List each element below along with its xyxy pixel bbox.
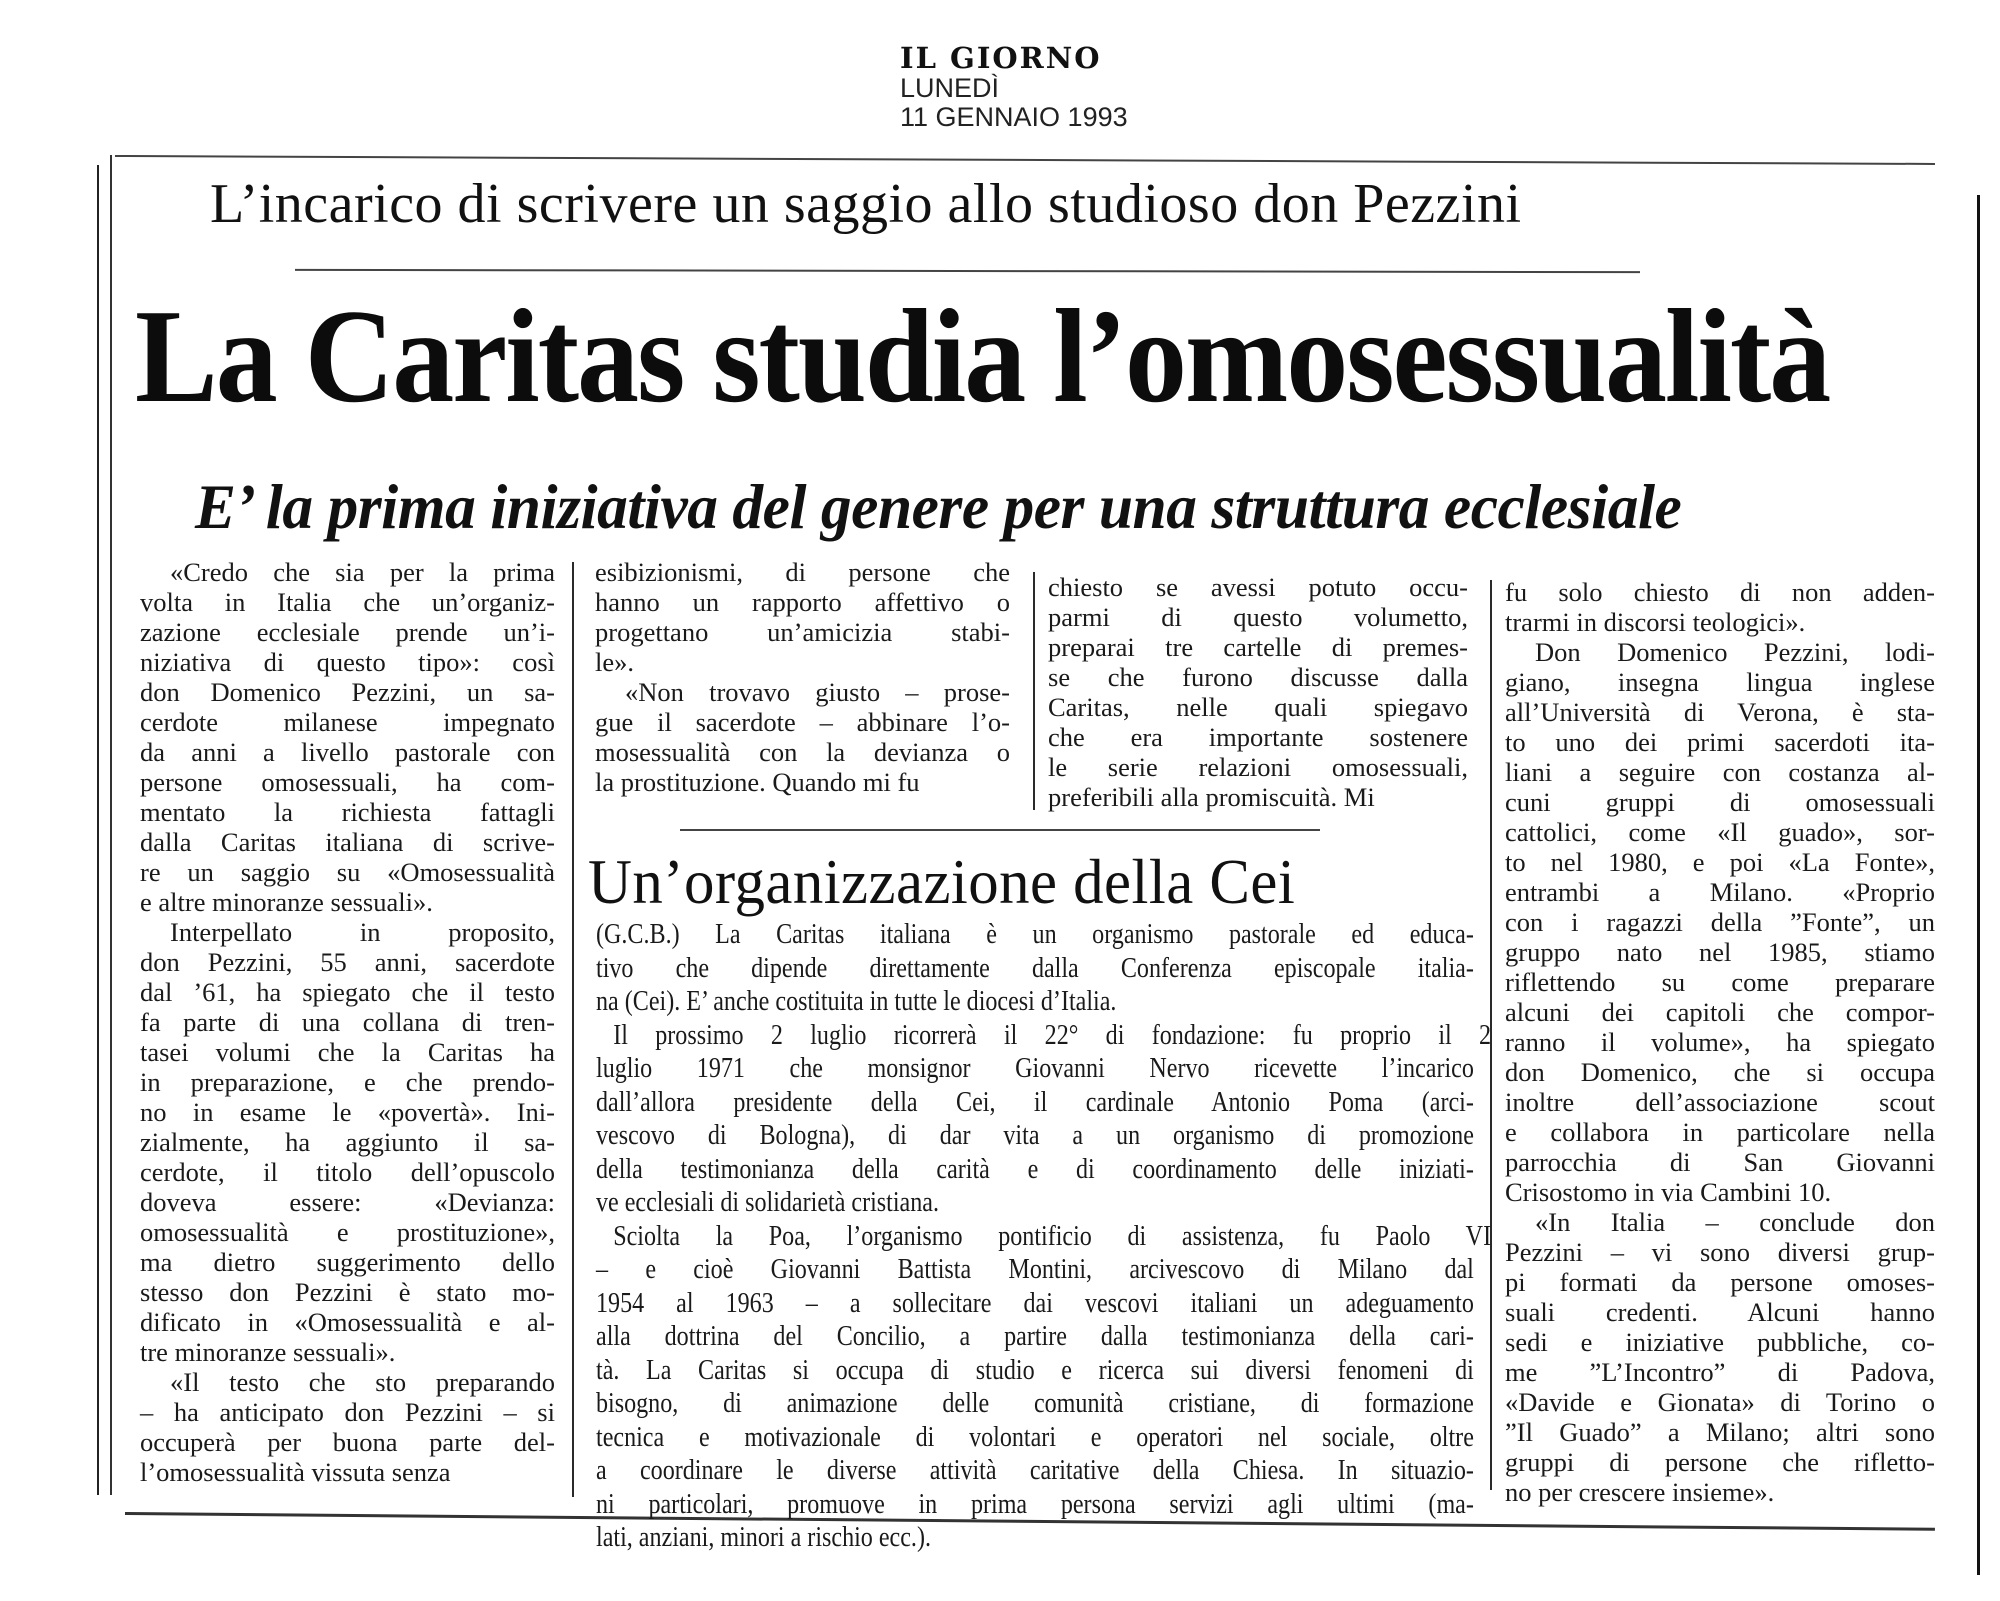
text-line: no per crescere insieme». xyxy=(1505,1477,1775,1507)
text-line: progettano un’amicizia stabi- xyxy=(595,617,1010,647)
text-line: persone omosessuali, ha com- xyxy=(140,767,555,797)
text-line: Interpellato in proposito, xyxy=(170,917,555,947)
text-line: sedi e iniziative pubbliche, co- xyxy=(1505,1327,1935,1357)
text-line: «Davide e Gionata» di Torino o xyxy=(1505,1387,1935,1417)
text-line: mentato la richiesta fattagli xyxy=(140,797,555,827)
text-line: preferibili alla promiscuità. Mi xyxy=(1048,782,1375,812)
text-line: na (Cei). E’ anche costituita in tutte le diocesi d’Italia. xyxy=(596,986,1117,1017)
text-line: tivo che dipende direttamente dalla Conferenza episcopale italia- xyxy=(596,952,1474,984)
text-line: giano, insegna lingua inglese xyxy=(1505,667,1935,697)
text-line: me ”L’Incontro” di Padova, xyxy=(1505,1357,1935,1387)
text-line: la prostituzione. Quando mi fu xyxy=(595,767,920,797)
text-line: Crisostomo in via Cambini 10. xyxy=(1505,1177,1832,1207)
text-line: ve ecclesiali di solidarietà cristiana. xyxy=(596,1187,939,1218)
text-line: alla dottrina del Concilio, a partire dalla testimonianza della cari- xyxy=(596,1321,1474,1352)
masthead xyxy=(900,41,1128,132)
text-line: dalla Caritas italiana di scrive- xyxy=(140,827,555,857)
text-line: – ha anticipato don Pezzini – si xyxy=(140,1397,555,1427)
text-line: Il prossimo 2 luglio ricorrerà il 22° di fondazione: fu proprio il 2 xyxy=(613,1019,1492,1051)
text-line: cattolici, come «Il guado», sor- xyxy=(1505,817,1935,847)
article-column-1 xyxy=(140,557,555,1487)
frame-rule-right xyxy=(1977,195,1980,1575)
publication-day: LUNEDÌ xyxy=(900,73,1000,103)
text-line: entrambi a Milano. «Proprio xyxy=(1505,877,1935,907)
text-line: da anni a livello pastorale con xyxy=(140,737,555,767)
text-line: – e cioè Giovanni Battista Montini, arcivescovo di Milano dal xyxy=(596,1254,1474,1285)
text-line: della testimonianza della carità e di coordinamento delle iniziati- xyxy=(596,1153,1474,1185)
text-line: riflettendo su come preparare xyxy=(1505,967,1935,997)
text-line: ”Il Guado” a Milano; altri sono xyxy=(1505,1417,1935,1447)
text-line: dal ’61, ha spiegato che il testo xyxy=(140,977,555,1007)
text-line: to uno dei primi sacerdoti ita- xyxy=(1505,727,1935,757)
article-column-4 xyxy=(1505,577,1935,1507)
text-line: 1954 al 1963 – a sollecitare dai vescovi italiani un adeguamento xyxy=(596,1287,1474,1319)
column-separator-1 xyxy=(572,562,574,1497)
text-line: ma dietro suggerimento dello xyxy=(140,1247,555,1277)
text-line: Sciolta la Poa, l’organismo pontificio di assistenza, fu Paolo VI xyxy=(613,1220,1492,1252)
text-line: to nel 1980, e poi «La Fonte», xyxy=(1505,847,1935,877)
text-line: chiesto se avessi potuto occu- xyxy=(1048,572,1468,602)
text-line: fa parte di una collana di tren- xyxy=(140,1007,555,1037)
column-separator-2 xyxy=(1033,572,1035,810)
text-line: stesso don Pezzini è stato mo- xyxy=(140,1277,555,1307)
text-line: (G.C.B.) La Caritas italiana è un organismo pastorale ed educa- xyxy=(596,919,1474,950)
text-line: gue il sacerdote – abbinare l’o- xyxy=(595,707,1010,737)
text-line: gruppi di persone che rifletto- xyxy=(1505,1447,1935,1477)
text-line: gruppo nato nel 1985, stiamo xyxy=(1505,937,1935,967)
text-line: don Pezzini, 55 anni, sacerdote xyxy=(140,947,555,977)
text-line: dall’allora presidente della Cei, il cardinale Antonio Poma (arci- xyxy=(596,1086,1474,1118)
text-line: dificato in «Omosessualità e al- xyxy=(140,1307,555,1337)
article-column-3 xyxy=(1048,572,1468,812)
text-line: «Il testo che sto preparando xyxy=(170,1367,555,1397)
text-line: liani a seguire con costanza al- xyxy=(1505,757,1935,787)
text-line: Pezzini – vi sono diversi grup- xyxy=(1505,1237,1935,1267)
article-kicker: L’incarico di scrivere un saggio allo studioso don Pezzini xyxy=(210,173,1522,235)
text-line: e altre minoranze sessuali». xyxy=(140,887,433,917)
text-line: don Domenico Pezzini, un sa- xyxy=(140,677,555,707)
text-line: ranno il volume», ha spiegato xyxy=(1505,1027,1935,1057)
text-line: parmi di questo volumetto, xyxy=(1048,602,1468,632)
text-line: con i ragazzi della ”Fonte”, un xyxy=(1505,907,1935,937)
article-subheadline: E’ la prima iniziativa del genere per una struttura ecclesiale xyxy=(195,471,1682,542)
text-line: inoltre dell’associazione scout xyxy=(1505,1087,1935,1117)
text-line: tà. La Caritas si occupa di studio e ricerca sui diversi fenomeni di xyxy=(596,1354,1474,1386)
text-line: no in esame le «povertà». Ini- xyxy=(140,1097,555,1127)
frame-rule-left-inner xyxy=(110,155,112,1495)
text-line: niziativa di questo tipo»: così xyxy=(140,647,555,677)
sidebar-box-text xyxy=(596,918,1492,1555)
text-line: Caritas, nelle quali spiegavo xyxy=(1048,692,1468,722)
text-line: don Domenico, che si occupa xyxy=(1505,1057,1935,1087)
text-line: «Credo che sia per la prima xyxy=(170,557,555,587)
text-line: trarmi in discorsi teologici». xyxy=(1505,607,1806,637)
text-line: lati, anziani, minori a rischio ecc.). xyxy=(596,1522,931,1553)
text-line: l’omosessualità vissuta senza xyxy=(140,1457,451,1487)
top-rule xyxy=(115,155,1935,165)
text-line: «Non trovavo giusto – prose- xyxy=(625,677,1010,707)
text-line: preparai tre cartelle di premes- xyxy=(1048,632,1468,662)
kicker-underline-rule xyxy=(295,269,1640,273)
text-line: cuni gruppi di omosessuali xyxy=(1505,787,1935,817)
text-line: cerdote, il titolo dell’opuscolo xyxy=(140,1157,555,1187)
text-line: se che furono discusse dalla xyxy=(1048,662,1468,692)
text-line: fu solo chiesto di non adden- xyxy=(1505,577,1935,607)
text-line: mosessualità con la devianza o xyxy=(595,737,1010,767)
text-line: pi formati da persone omoses- xyxy=(1505,1267,1935,1297)
text-line: le». xyxy=(595,647,634,677)
text-line: esibizionismi, di persone che xyxy=(595,557,1010,587)
text-line: bisogno, di animazione delle comunità cristiane, di formazione xyxy=(596,1388,1474,1419)
text-line: in preparazione, e che prendo- xyxy=(140,1067,555,1097)
text-line: alcuni dei capitoli che compor- xyxy=(1505,997,1935,1027)
text-line: tecnica e motivazionale di volontari e operatori nel sociale, oltre xyxy=(596,1421,1474,1453)
text-line: a coordinare le diverse attività caritative della Chiesa. In situazio- xyxy=(596,1455,1474,1486)
text-line: le serie relazioni omosessuali, xyxy=(1048,752,1468,782)
text-line: ni particolari, promuove in prima persona servizi agli ultimi (ma- xyxy=(596,1488,1474,1520)
text-line: «In Italia – conclude don xyxy=(1535,1207,1935,1237)
text-line: occuperà per buona parte del- xyxy=(140,1427,555,1457)
text-line: e collabora in particolare nella xyxy=(1505,1117,1935,1147)
text-line: che era importante sostenere xyxy=(1048,722,1468,752)
frame-rule-left-outer xyxy=(97,165,99,1495)
text-line: Don Domenico Pezzini, lodi- xyxy=(1535,637,1935,667)
sidebar-top-rule xyxy=(680,829,1320,831)
sidebar-title: Un’organizzazione della Cei xyxy=(588,846,1296,917)
text-line: vescovo di Bologna), di dar vita a un organismo di promozione xyxy=(596,1120,1474,1151)
article-headline: La Caritas studia l’omosessualità xyxy=(135,282,1830,431)
text-line: volta in Italia che un’organiz- xyxy=(140,587,555,617)
newspaper-name: IL GIORNO xyxy=(900,41,1102,75)
text-line: doveva essere: «Devianza: xyxy=(140,1187,555,1217)
text-line: luglio 1971 che monsignor Giovanni Nervo ricevette l’incarico xyxy=(596,1053,1474,1084)
text-line: tasei volumi che la Caritas ha xyxy=(140,1037,555,1067)
text-line: re un saggio su «Omosessualità xyxy=(140,857,555,887)
text-line: all’Università di Verona, è sta- xyxy=(1505,697,1935,727)
text-line: omosessualità e prostituzione», xyxy=(140,1217,555,1247)
text-line: tre minoranze sessuali». xyxy=(140,1337,396,1367)
text-line: zialmente, ha aggiunto il sa- xyxy=(140,1127,555,1157)
article-column-2 xyxy=(595,557,1010,797)
text-line: parrocchia di San Giovanni xyxy=(1505,1147,1935,1177)
text-line: cerdote milanese impegnato xyxy=(140,707,555,737)
text-line: hanno un rapporto affettivo o xyxy=(595,587,1010,617)
text-line: zazione ecclesiale prende un’i- xyxy=(140,617,555,647)
publication-date: 11 GENNAIO 1993 xyxy=(900,102,1128,132)
text-line: suali credenti. Alcuni hanno xyxy=(1505,1297,1935,1327)
